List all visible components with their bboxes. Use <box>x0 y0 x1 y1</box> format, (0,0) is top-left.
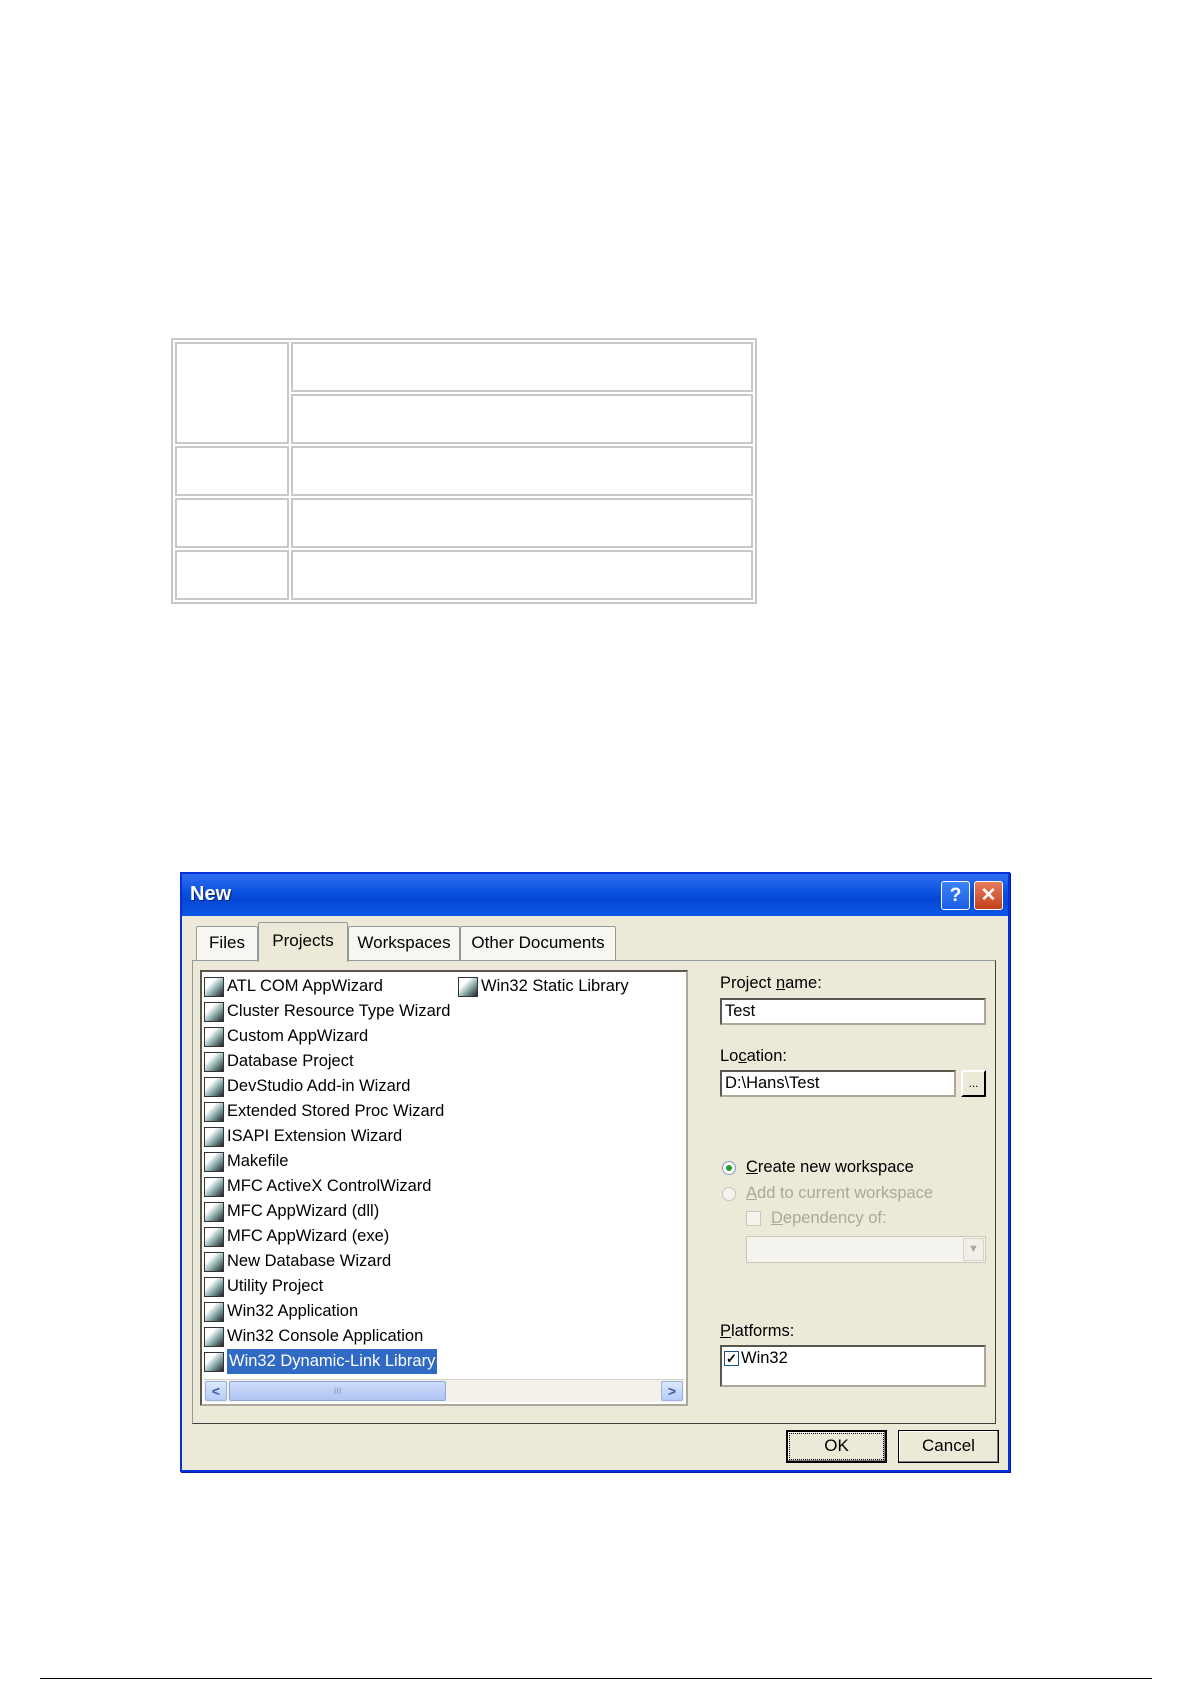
list-item[interactable] <box>202 1124 450 1149</box>
list-item[interactable] <box>202 1249 450 1274</box>
close-button[interactable] <box>974 881 1003 910</box>
table-cell <box>291 342 753 392</box>
create-new-workspace-option[interactable] <box>722 1158 914 1177</box>
mfc-dll-icon <box>204 1202 224 1222</box>
add-to-current-workspace-option[interactable] <box>722 1184 933 1203</box>
makefile-icon <box>204 1152 224 1172</box>
page-divider <box>40 1678 1152 1679</box>
list-item[interactable] <box>202 1149 450 1174</box>
tab-label: Projects <box>272 931 334 950</box>
tab-label: Other Documents <box>471 933 605 952</box>
dependency-of-label: Dependency of: <box>771 1209 887 1227</box>
table-cell <box>291 498 753 548</box>
dependency-select[interactable] <box>746 1236 986 1263</box>
location-label: Location: <box>720 1047 787 1065</box>
custom-wizard-icon <box>204 1027 224 1047</box>
addin-icon <box>204 1077 224 1097</box>
list-item[interactable] <box>202 1324 450 1349</box>
new-dialog <box>180 872 1010 1472</box>
win32-app-icon <box>204 1302 224 1322</box>
list-item[interactable] <box>202 1349 450 1374</box>
browse-button[interactable]: ... <box>961 1070 986 1097</box>
table-cell <box>175 342 289 444</box>
list-item-label: MFC AppWizard (dll) <box>227 1202 380 1220</box>
scroll-thumb[interactable] <box>229 1381 446 1401</box>
ok-button[interactable]: OK <box>786 1430 887 1463</box>
list-item[interactable] <box>202 1074 450 1099</box>
table-cell <box>291 446 753 496</box>
tab-projects[interactable] <box>258 922 348 962</box>
project-list-column-2 <box>456 974 629 999</box>
create-new-workspace-label: Create new workspace <box>746 1158 914 1176</box>
dll-icon <box>204 1352 224 1372</box>
chevron-down-icon[interactable]: ▼ <box>963 1238 984 1261</box>
table-cell <box>175 446 289 496</box>
list-item-label: Utility Project <box>227 1277 324 1295</box>
table-cell <box>175 498 289 548</box>
list-item[interactable] <box>202 1299 450 1324</box>
database-icon <box>204 1052 224 1072</box>
utility-icon <box>204 1277 224 1297</box>
help-icon: ? <box>949 885 962 906</box>
list-item[interactable] <box>202 1099 450 1124</box>
list-item[interactable] <box>202 1174 450 1199</box>
project-list-column-1 <box>202 974 450 1374</box>
project-type-list[interactable] <box>200 970 688 1406</box>
list-item-label: MFC AppWizard (exe) <box>227 1227 390 1245</box>
location-input[interactable]: D:\Hans\Test <box>720 1070 956 1097</box>
scroll-right-button[interactable] <box>661 1381 683 1401</box>
checkbox-unchecked-icon[interactable] <box>746 1211 761 1226</box>
scroll-left-button[interactable] <box>205 1381 227 1401</box>
globe-icon <box>204 1127 224 1147</box>
project-name-label: Project name: <box>720 974 822 992</box>
list-item[interactable] <box>202 999 450 1024</box>
platform-label: Win32 <box>741 1349 788 1367</box>
table-cell <box>291 550 753 600</box>
list-item[interactable] <box>202 1224 450 1249</box>
console-icon <box>204 1327 224 1347</box>
database-wizard-icon <box>204 1252 224 1272</box>
list-item-label: DevStudio Add-in Wizard <box>227 1077 411 1095</box>
stored-proc-icon <box>204 1102 224 1122</box>
document-table <box>171 338 757 604</box>
checkbox-checked-icon[interactable]: ✓ <box>724 1351 739 1366</box>
platforms-label: Platforms: <box>720 1322 795 1340</box>
list-item-label: Custom AppWizard <box>227 1027 369 1045</box>
close-icon: ✕ <box>980 885 997 906</box>
tab-label: Workspaces <box>357 933 451 952</box>
dialog-title: New <box>190 883 232 905</box>
list-item-label: Win32 Dynamic-Link Library <box>227 1349 437 1374</box>
list-item-label: Win32 Static Library <box>481 977 629 995</box>
list-item-label: Database Project <box>227 1052 354 1070</box>
list-item-label: MFC ActiveX ControlWizard <box>227 1177 432 1195</box>
cluster-icon <box>204 1002 224 1022</box>
list-item-label: Extended Stored Proc Wizard <box>227 1102 445 1120</box>
list-item[interactable] <box>202 1024 450 1049</box>
list-item-label: Makefile <box>227 1152 289 1170</box>
list-item[interactable] <box>202 974 450 999</box>
list-item[interactable] <box>202 1049 450 1074</box>
mfc-exe-icon <box>204 1227 224 1247</box>
add-to-current-workspace-label: Add to current workspace <box>746 1184 934 1202</box>
list-item-label: Win32 Console Application <box>227 1327 424 1345</box>
radio-unselected-icon[interactable] <box>722 1187 736 1201</box>
title-bar[interactable] <box>182 874 1008 916</box>
platform-item-win32[interactable] <box>722 1347 984 1369</box>
tab-label: Files <box>209 933 245 952</box>
static-lib-icon <box>458 977 478 997</box>
horizontal-scrollbar[interactable] <box>204 1379 684 1402</box>
list-item[interactable] <box>202 1199 450 1224</box>
chevron-right-icon: > <box>667 1383 677 1399</box>
help-button[interactable] <box>941 881 970 910</box>
list-item-label: New Database Wizard <box>227 1252 392 1270</box>
list-item-label: ISAPI Extension Wizard <box>227 1127 403 1145</box>
list-item-label: Cluster Resource Type Wizard <box>227 1002 451 1020</box>
atl-icon <box>204 977 224 997</box>
table-cell <box>291 394 753 444</box>
table-cell <box>175 550 289 600</box>
list-item-label: Win32 Application <box>227 1302 359 1320</box>
cancel-button[interactable]: Cancel <box>898 1430 999 1463</box>
tab-files[interactable] <box>196 926 258 960</box>
list-item[interactable] <box>456 974 629 999</box>
tab-workspaces[interactable] <box>348 926 460 960</box>
radio-selected-icon[interactable] <box>722 1161 736 1175</box>
platforms-list[interactable] <box>720 1345 986 1387</box>
project-name-input[interactable]: Test <box>720 998 986 1025</box>
chevron-left-icon: < <box>211 1383 221 1399</box>
list-item[interactable] <box>202 1274 450 1299</box>
tab-other-documents[interactable] <box>460 926 616 960</box>
grip-icon: III <box>333 1386 342 1396</box>
list-item-label: ATL COM AppWizard <box>227 977 383 995</box>
activex-icon <box>204 1177 224 1197</box>
dependency-of-option[interactable] <box>746 1209 887 1228</box>
